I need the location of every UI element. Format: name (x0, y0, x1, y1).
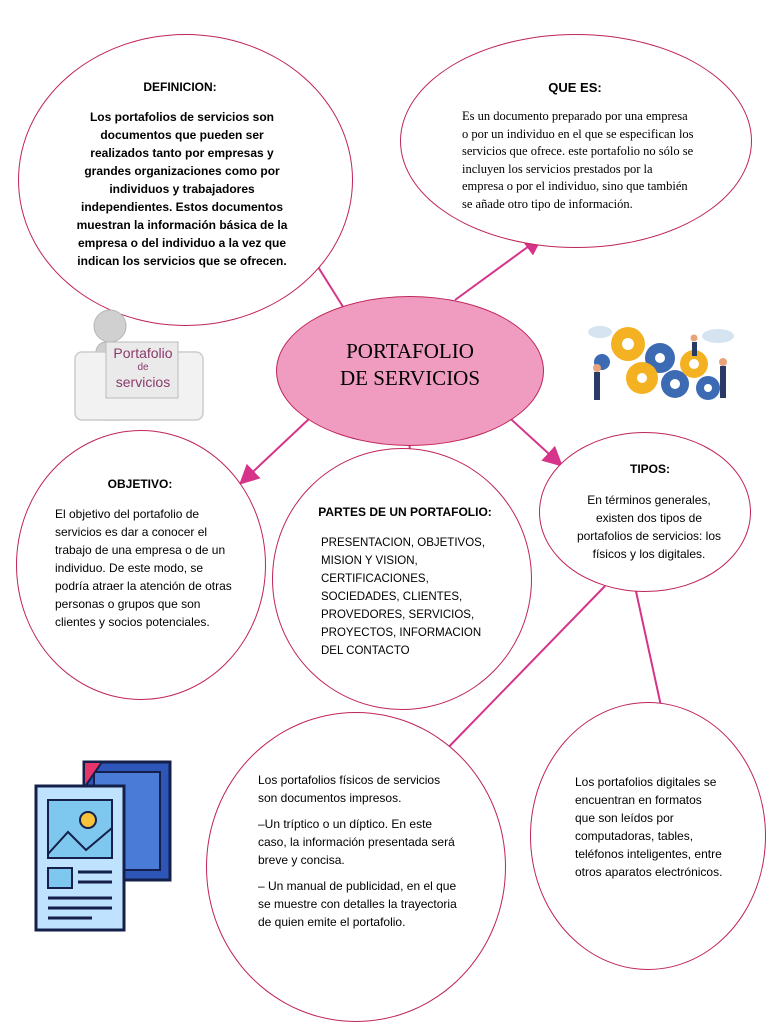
sign-text-line3: servicios (115, 374, 171, 390)
person-with-sign-icon (70, 302, 205, 424)
partes-body: PRESENTACION, OBJETIVOS, MISION Y VISION, CERTIFICACIONES, SOCIEDADES, CLIENTES, PROVEDORES, SERVICIOS, PROYECTOS, INFORMACION DEL CONTACTO (321, 537, 486, 657)
que-es-body: Es un documento preparado por una empresa o por un individuo en el que se especifican los servicios que ofrece. este portafolio no sólo se incluyen los servicios prestados por la empresa o por el individuo, sino que también se añade otro tipo de información. (462, 109, 694, 211)
que-es-title: QUE ES: (548, 80, 602, 95)
objetivo-body: El objetivo del portafolio de servicios es dar a conocer el trabajo de una empresa o de un individuo. De este modo, se podría atraer la atención de otras personas o grupos que son clientes y socios potenciales. (55, 507, 232, 629)
sign-text-line2: de (137, 362, 149, 373)
center-title: PORTAFOLIO DE SERVICIOS (339, 339, 481, 390)
gears-team-icon (580, 318, 748, 408)
digitales-body: Los portafolios digitales se encuentran en formatos que son leídos por computadoras, tables, teléfonos inteligentes, entre otros aparatos electrónicos. (575, 775, 723, 879)
fisicos-paragraph-2: –Un tríptico o un díptico. En este caso, la información presentada será breve y concisa. (258, 817, 455, 867)
documents-icon (32, 758, 174, 934)
tipos-body: En términos generales, existen dos tipos de portafolios de servicios: los físicos y los digitales. (576, 493, 722, 561)
fisicos-paragraph-3: – Un manual de publicidad, en el que se muestre con detalles la trayectoria de quien emite el portafolio. (258, 879, 457, 929)
definicion-body: Los portafolios de servicios son documentos que pueden ser realizados tanto por empresas y grandes organizaciones como por individuos y trabajadores independientes. Estos documentos muestran la información básica de la empresa o del individuo a la vez que indican los servicios que se ofrecen. (76, 110, 288, 268)
objetivo-title: OBJETIVO: (107, 477, 173, 491)
sign-text-line1: Portafolio (113, 345, 173, 361)
partes-title: PARTES DE UN PORTAFOLIO: (318, 505, 492, 519)
arrow-to-que-es (455, 238, 540, 300)
definicion-title: DEFINICION: (143, 80, 217, 94)
fisicos-paragraph-1: Los portafolios físicos de servicios son documentos impresos. (258, 773, 441, 805)
tipos-title: TIPOS: (629, 462, 670, 476)
fisicos-body (258, 771, 458, 931)
